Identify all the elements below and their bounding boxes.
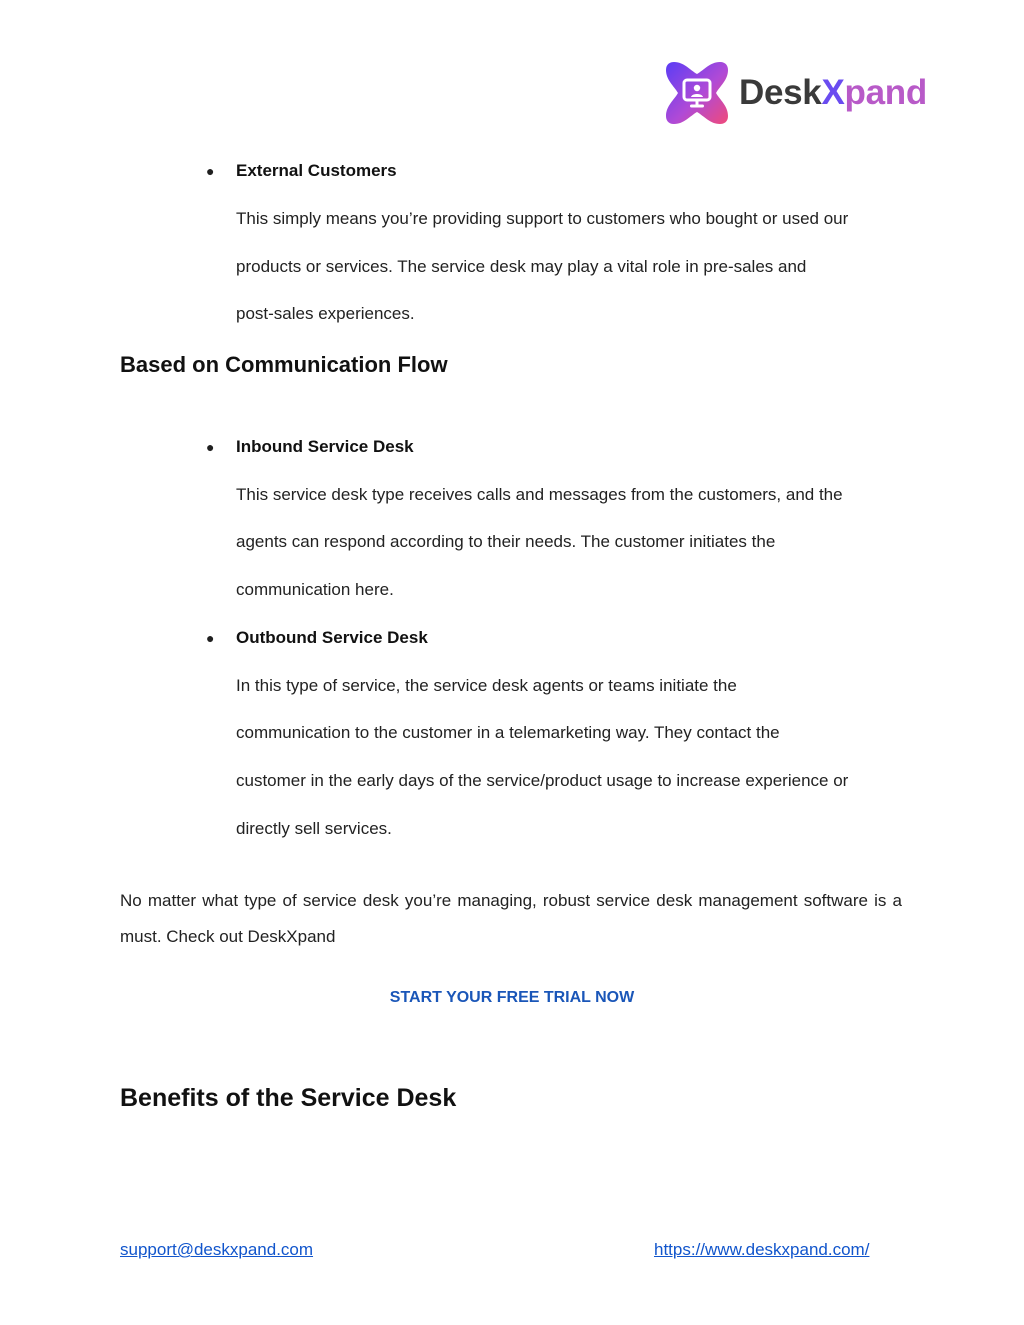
body-text-line: products or services. The service desk may play a vital role in pre-sales and xyxy=(236,257,807,276)
conclusion-paragraph: No matter what type of service desk you’re managing, robust service desk management software is a must. Check out DeskXpand xyxy=(120,891,902,946)
body-text-line: post-sales experiences. xyxy=(236,304,415,323)
list-item-title: Outbound Service Desk xyxy=(236,628,428,647)
bullet-icon: ● xyxy=(206,439,215,455)
brand-name-part3: pand xyxy=(844,73,927,112)
body-text-line: communication here. xyxy=(236,580,394,599)
section-heading-benefits: Benefits of the Service Desk xyxy=(120,1084,457,1112)
footer-email-link[interactable]: support@deskxpand.com xyxy=(120,1240,314,1259)
body-text-line: This simply means you’re providing support to customers who bought or used our xyxy=(236,209,849,228)
body-text-line: directly sell services. xyxy=(236,819,392,838)
start-free-trial-link[interactable]: START YOUR FREE TRIAL NOW xyxy=(389,989,635,1006)
footer-website-link[interactable]: https://www.deskxpand.com/ xyxy=(654,1240,870,1259)
body-text-line: This service desk type receives calls and messages from the customers, and the xyxy=(236,485,843,504)
section-heading-communication-flow: Based on Communication Flow xyxy=(120,352,448,377)
body-text-line: In this type of service, the service desk agents or teams initiate the xyxy=(236,676,737,695)
body-text-line: communication to the customer in a telemarketing way. They contact the xyxy=(236,723,780,742)
deskxpand-logo-icon xyxy=(664,60,730,126)
brand-name-part2: X xyxy=(821,73,845,112)
brand-name xyxy=(739,70,927,116)
body-text-line: customer in the early days of the service/product usage to increase experience or xyxy=(236,771,849,790)
deskxpand-logo xyxy=(664,60,940,128)
body-text-line: agents can respond according to their needs. The customer initiates the xyxy=(236,532,776,551)
bullet-icon: ● xyxy=(206,630,215,646)
bullet-icon: ● xyxy=(206,163,215,179)
list-item-title: External Customers xyxy=(236,161,397,180)
brand-name-part1: Desk xyxy=(739,73,822,112)
list-item-title: Inbound Service Desk xyxy=(236,437,414,456)
